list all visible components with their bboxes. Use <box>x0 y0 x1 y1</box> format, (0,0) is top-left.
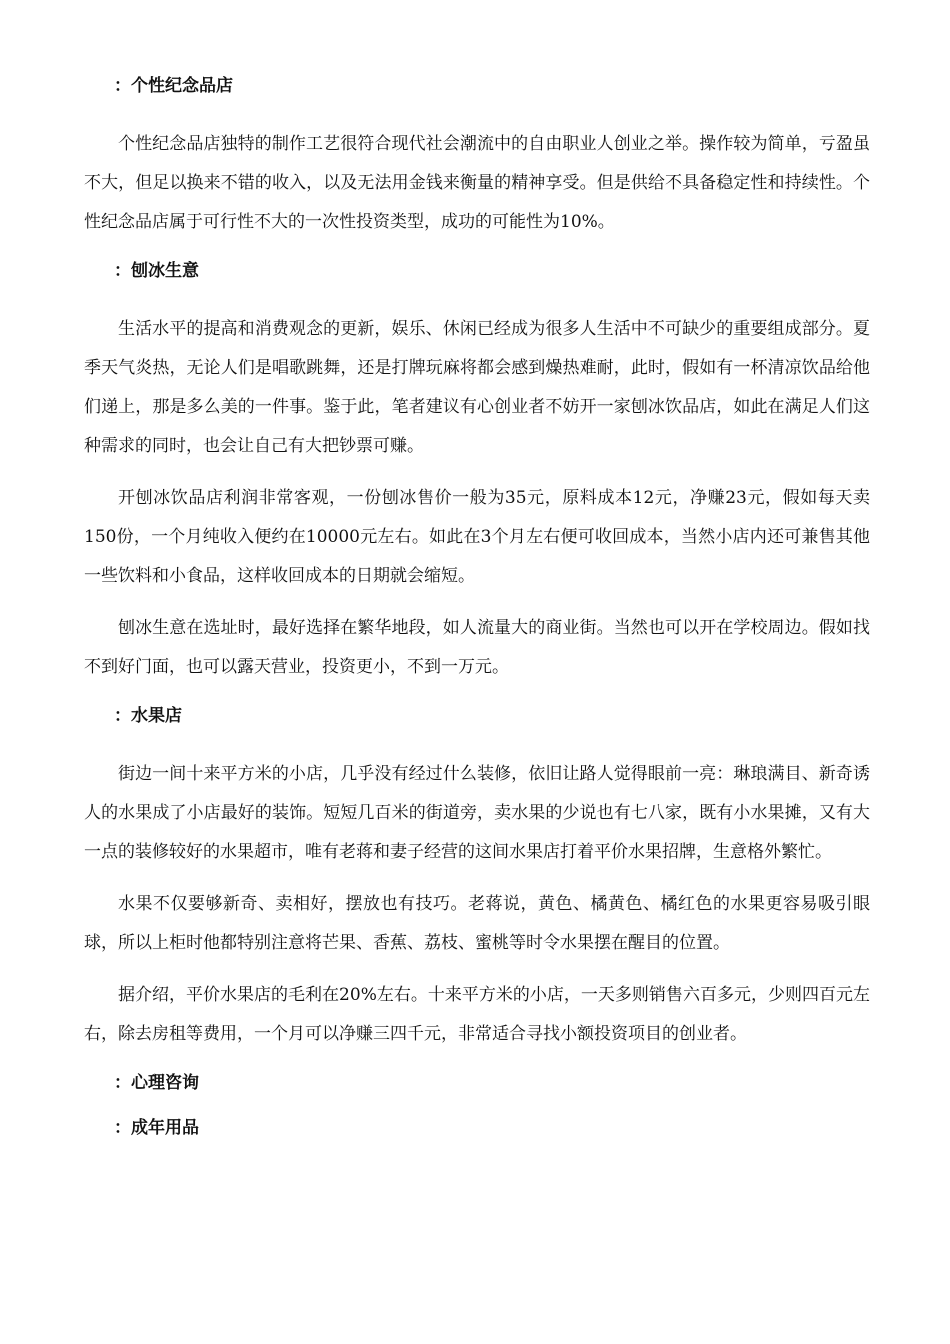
section-heading-shaved-ice: ：刨冰生意 <box>114 261 199 281</box>
paragraph-fruit-shop-profit: 据介绍，平价水果店的毛利在20%左右。十来平方米的小店，一天多则销售六百多元，少则四百元左右，除去房租等费用，一个月可以净赚三四千元，非常适合寻找小额投资项目的创业者。 <box>84 985 870 1044</box>
paragraph-shaved-ice-profit: 开刨冰饮品店利润非常客观，一份刨冰售价一般为35元，原料成本12元，净赚23元，假如每天卖150份，一个月纯收入便约在10000元左右。如此在3个月左右便可收回成本，当然小店内还可兼售其他一些饮料和小食品，这样收回成本的日期就会缩短。 <box>84 488 870 586</box>
section-heading-fruit-shop: ：水果店 <box>114 706 182 726</box>
paragraph-shaved-ice-intro: 生活水平的提高和消费观念的更新，娱乐、休闲已经成为很多人生活中不可缺少的重要组成部分。夏季天气炎热，无论人们是唱歌跳舞，还是打牌玩麻将都会感到燥热难耐，此时，假如有一杯清凉饮品给他们递上，那是多么美的一件事。鉴于此，笔者建议有心创业者不妨开一家刨冰饮品店，如此在满足人们这种需求的同时，也会让自己有大把钞票可赚。 <box>84 319 870 456</box>
section-heading-counseling: ：心理咨询 <box>114 1073 199 1093</box>
document-page <box>84 70 870 1144</box>
paragraph-fruit-shop-display: 水果不仅要够新奇、卖相好，摆放也有技巧。老蒋说，黄色、橘黄色、橘红色的水果更容易吸引眼球，所以上柜时他都特别注意将芒果、香蕉、荔枝、蜜桃等时令水果摆在醒目的位置。 <box>84 894 870 953</box>
section-heading-souvenir-shop: ：个性纪念品店 <box>114 76 233 96</box>
paragraph-fruit-shop-intro: 街边一间十来平方米的小店，几乎没有经过什么装修，依旧让路人觉得眼前一亮：琳琅满目、新奇诱人的水果成了小店最好的装饰。短短几百米的街道旁，卖水果的少说也有七八家，既有小水果摊，又有大一点的装修较好的水果超市，唯有老蒋和妻子经营的这间水果店打着平价水果招牌，生意格外繁忙。 <box>84 764 870 862</box>
paragraph-souvenir-shop: 个性纪念品店独特的制作工艺很符合现代社会潮流中的自由职业人创业之举。操作较为简单，亏盈虽不大，但足以换来不错的收入，以及无法用金钱来衡量的精神享受。但是供给不具备稳定性和持续性。个性纪念品店属于可行性不大的一次性投资类型，成功的可能性为10%。 <box>84 134 870 232</box>
section-heading-adult-products: ：成年用品 <box>114 1118 199 1138</box>
paragraph-shaved-ice-location: 刨冰生意在选址时，最好选择在繁华地段，如人流量大的商业街。当然也可以开在学校周边。假如找不到好门面，也可以露天营业，投资更小，不到一万元。 <box>84 618 870 677</box>
